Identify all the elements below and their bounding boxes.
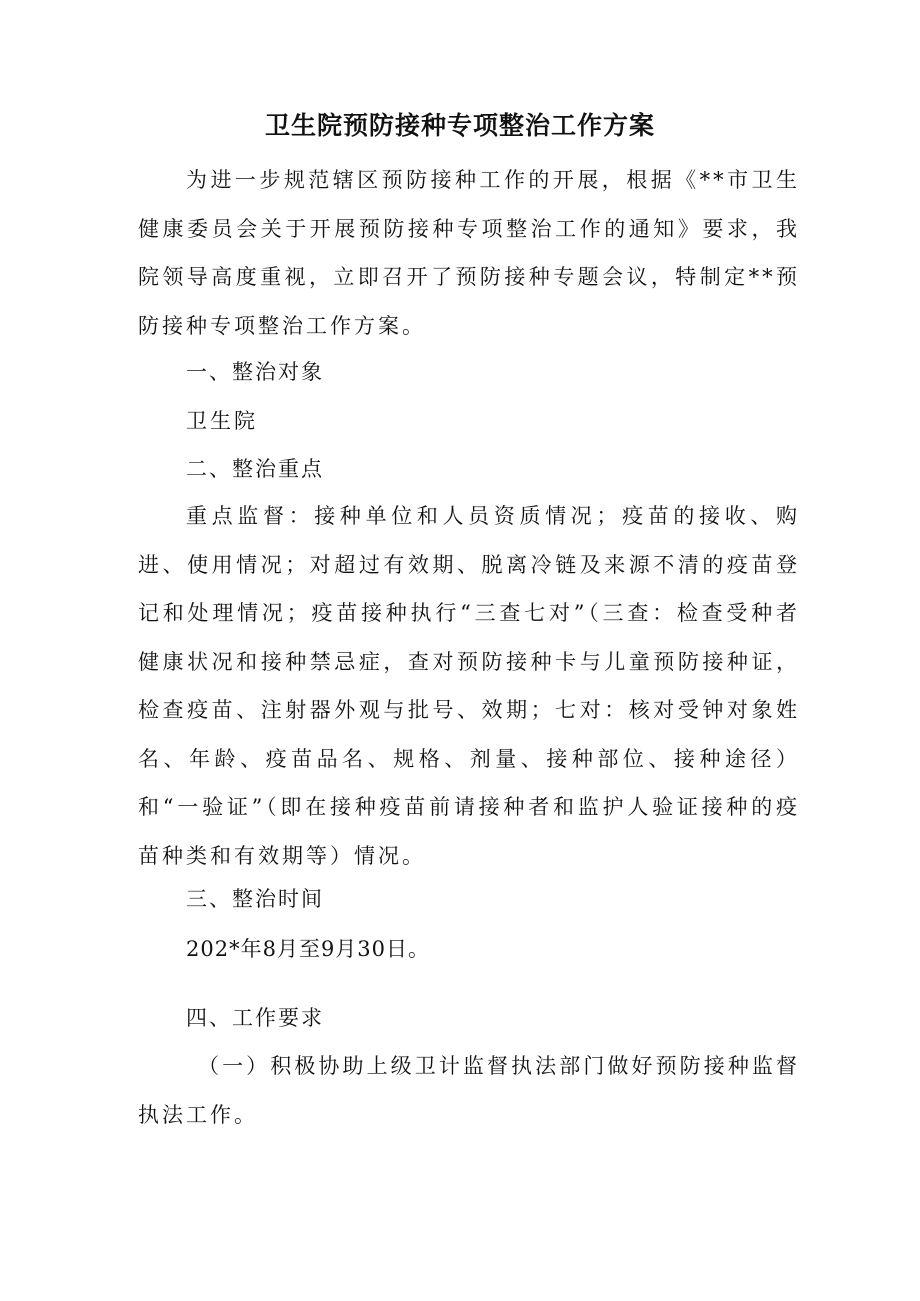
section-content-3: 202*年8月至9月30日。: [186, 937, 431, 961]
section-heading-4: 四、工作要求: [186, 1006, 324, 1030]
section-content-1: 卫生院: [186, 409, 258, 433]
document-title: 卫生院预防接种专项整治工作方案: [264, 111, 655, 140]
section-heading-3: 三、整治时间: [186, 887, 324, 911]
section-heading-2: 二、整治重点: [186, 457, 324, 481]
intro-paragraph: 为进一步规范辖区预防接种工作的开展，根据《**市卫生健康委员会关于开展预防接种专项整治工作的通知》要求，我院领导高度重视，立即召开了预防接种专题会议，特制定**预防接种专项整治工作方案。: [138, 168, 800, 338]
section-heading-1: 一、整治对象: [186, 360, 324, 384]
section-content-2: 重点监督：接种单位和人员资质情况；疫苗的接收、购进、使用情况；对超过有效期、脱离冷链及来源不清的疫苗登记和处理情况；疫苗接种执行“三查七对”（三查：检查受种者健康状况和接种禁忌症，查对预防接种卡与儿童预防接种证，检查疫苗、注射器外观与批号、效期；七对：核对受钟对象姓名、年龄、疫苗品名、规格、剂量、接种部位、接种途径）和“一验证”（即在接种疫苗前请接种者和监护人验证接种的疫苗种类和有效期等）情况。: [138, 504, 800, 868]
section-content-4: （一）积极协助上级卫计监督执法部门做好预防接种监督执法工作。: [138, 1054, 800, 1127]
